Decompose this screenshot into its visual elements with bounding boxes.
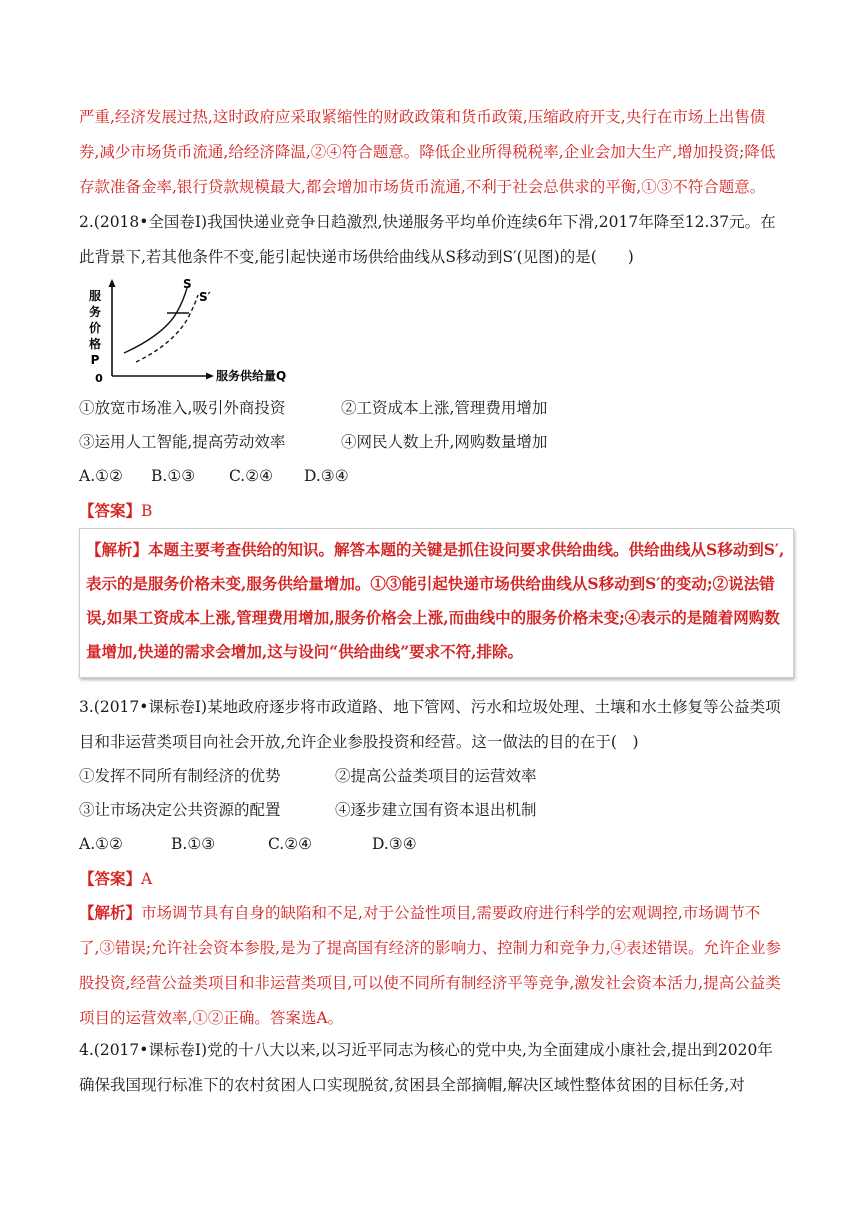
q2-answer-value: B bbox=[141, 502, 153, 520]
q2-choice-a: A.①② bbox=[79, 467, 123, 485]
q3-option-4: ④逐步建立国有资本退出机制 bbox=[335, 801, 537, 819]
q3-options-row-2 bbox=[79, 793, 784, 828]
q2-explanation-box bbox=[79, 528, 794, 678]
previous-explanation: 严重,经济发展过热,这时政府应采取紧缩性的财政政策和货币政策,压缩政府开支,央行在市场上出售债券,减少市场货币流通,给经济降温,②④符合题意。降低企业所得税税率,企业会加大生产,增加投资;降低存款准备金率,银行贷款规模最大,都会增加市场货币流通,不利于社会总供求的平衡,①③不符合题意。 bbox=[79, 108, 776, 196]
q3-options-row-1 bbox=[79, 759, 784, 794]
q3-stem: 3.(2017•课标卷Ⅰ)某地政府逐步将市政道路、地下管网、污水和垃圾处理、土壤和水土修复等公益类项目和非运营类项目向社会开放,允许企业参股投资和经营。这一做法的目的在于( ) bbox=[79, 698, 781, 751]
q2-choice-d: D.③④ bbox=[304, 467, 349, 485]
q3-explanation-text: 市场调节具有自身的缺陷和不足,对于公益性项目,需要政府进行科学的宏观调控,市场调节不了,③错误;允许社会资本参股,是为了提高国有经济的影响力、控制力和竞争力,④表述错误。允许企业参股投资,经营公益类项目和非运营类项目,可以使不同所有制经济平等竞争,激发社会资本活力,提高公益类项目的运营效率,①②正确。答案选A。 bbox=[79, 904, 782, 1027]
q3-option-3: ③让市场决定公共资源的配置 bbox=[79, 801, 281, 819]
q2-choice-b: B.①③ bbox=[151, 467, 196, 485]
origin-label: 0 bbox=[95, 372, 103, 385]
q3-option-2: ②提高公益类项目的运营效率 bbox=[335, 767, 537, 785]
q2-answer-label: 【答案】 bbox=[79, 501, 142, 520]
q3-choice-b: B.①③ bbox=[171, 835, 216, 853]
q3-answer-value: A bbox=[141, 870, 153, 888]
q2-options-row-2 bbox=[79, 425, 784, 460]
supply-curve-graph bbox=[79, 276, 297, 386]
q3-explanation bbox=[79, 895, 784, 1036]
q3-choice-a: A.①② bbox=[79, 835, 123, 853]
q3-choice-c: C.②④ bbox=[268, 835, 313, 853]
q3-choice-d: D.③④ bbox=[372, 835, 417, 853]
x-axis-label: 服务供给量Q bbox=[216, 369, 287, 383]
q2-stem: 2.(2018•全国卷Ⅰ)我国快递业竞争日趋激烈,快递服务平均单价连续6年下滑,2017年降至12.37元。在此背景下,若其他条件不变,能引起快递市场供给曲线从S移动到S′(见图)的是( ) bbox=[79, 213, 776, 266]
q3-explanation-label: 【解析】 bbox=[79, 903, 142, 922]
y-axis-label-4: 格 bbox=[88, 337, 102, 351]
q2-answer bbox=[79, 493, 784, 528]
y-axis-label-5: P bbox=[90, 353, 100, 367]
q2-option-3: ③运用人工智能,提高劳动效率 bbox=[79, 433, 286, 451]
q2-choices-row bbox=[79, 459, 784, 494]
q2-option-4: ④网民人数上升,网购数量增加 bbox=[341, 433, 548, 451]
y-axis-label-2: 务 bbox=[88, 305, 102, 319]
q3-option-1: ①发挥不同所有制经济的优势 bbox=[79, 767, 281, 785]
q3-choices-row bbox=[79, 827, 784, 862]
curve-s-label: S bbox=[183, 277, 192, 291]
q3-answer bbox=[79, 861, 784, 896]
q4-stem: 4.(2017•课标卷Ⅰ)党的十八大以来,以习近平同志为核心的党中央,为全面建成小康社会,提出到2020年确保我国现行标准下的农村贫困人口实现脱贫,贫困县全部摘帽,解决区域性整体贫困的目标任务,对 bbox=[79, 1041, 773, 1094]
q2-explanation-label: 【解析】 bbox=[86, 540, 149, 559]
y-axis-label-3: 价 bbox=[88, 321, 102, 335]
q2-options-row-1 bbox=[79, 391, 784, 426]
y-axis-label-1: 服 bbox=[88, 289, 102, 303]
curve-s-prime-label: S′ bbox=[199, 290, 211, 304]
q2-option-1: ①放宽市场准入,吸引外商投资 bbox=[79, 399, 286, 417]
q2-option-2: ②工资成本上涨,管理费用增加 bbox=[341, 399, 548, 417]
q3-answer-label: 【答案】 bbox=[79, 869, 142, 888]
q2-explanation-text: 本题主要考查供给的知识。解答本题的关键是抓住设问要求供给曲线。供给曲线从S移动到S′,表示的是服务价格未变,服务供给量增加。①③能引起快递市场供给曲线从S移动到S′的变动;②说法错误,如果工资成本上涨,管理费用增加,服务价格会上涨,而曲线中的服务价格未变;④表示的是随着网购数量增加,快递的需求会增加,这与设问“供给曲线”要求不符,排除。 bbox=[86, 540, 785, 661]
q2-choice-c: C.②④ bbox=[229, 467, 274, 485]
